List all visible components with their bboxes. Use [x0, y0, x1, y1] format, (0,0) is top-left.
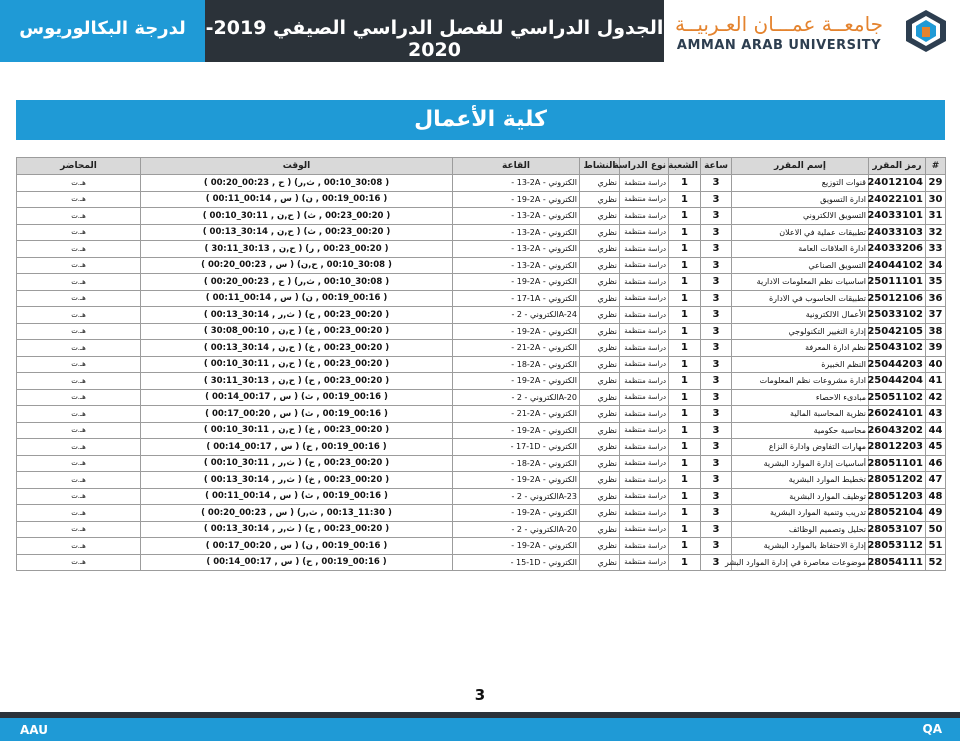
- course-code-cell: 25011101: [869, 274, 926, 291]
- instructor-cell: هـ.ت: [17, 488, 141, 505]
- study-type-cell: دراسة منتظمة: [620, 175, 669, 192]
- section-number-cell: 1: [669, 422, 701, 439]
- header-code: رمز المقرر: [869, 158, 926, 175]
- course-name-cell: إدارة التغيير التكنولوجي: [732, 323, 869, 340]
- section-number-cell: 1: [669, 257, 701, 274]
- study-type-cell: دراسة منتظمة: [620, 389, 669, 406]
- credit-hours-cell: 3: [701, 439, 732, 456]
- class-time-cell: ( 00:13_30:14 , ث,ر ) (00:20_00:23 , ح ): [141, 521, 453, 538]
- credit-hours-cell: 3: [701, 307, 732, 324]
- activity-type-cell: نظري: [580, 191, 620, 208]
- footer-left-label: AAU: [20, 723, 48, 737]
- table-row: [17, 257, 946, 274]
- course-name-cell: مهارات التفاوض وادارة النزاع: [732, 439, 869, 456]
- course-name-cell: موضوعات معاصرة في إدارة الموارد البشر: [732, 554, 869, 571]
- row-number-cell: 48: [926, 488, 946, 505]
- course-name-cell: نظرية المحاسبة المالية: [732, 406, 869, 423]
- activity-type-cell: نظري: [580, 224, 620, 241]
- room-cell: - 19-2A - الكتروني: [453, 538, 580, 555]
- class-time-cell: ( 00:13_30:14 , ث,ر ) (00:20_00:23 , خ ): [141, 472, 453, 489]
- credit-hours-cell: 3: [701, 373, 732, 390]
- course-code-cell: 28053112: [869, 538, 926, 555]
- course-name-cell: التسويق الصناعي: [732, 257, 869, 274]
- class-time-cell: ( 00:20_00:23 , س ) (30:08_00:10 , ح,ن ): [141, 257, 453, 274]
- instructor-cell: هـ.ت: [17, 274, 141, 291]
- class-time-cell: ( 00:20_00:23 , س ) (11:30_00:13 , ث,ر ): [141, 505, 453, 522]
- class-time-cell: ( 30:11_30:13 , ح,ن ) (00:20_00:23 , ر ): [141, 241, 453, 258]
- table-row: [17, 340, 946, 357]
- activity-type-cell: نظري: [580, 307, 620, 324]
- university-name-en: AMMAN ARAB UNIVERSITY: [676, 38, 882, 53]
- faculty-title: كلية الأعمال: [414, 107, 547, 132]
- row-number-cell: 35: [926, 274, 946, 291]
- course-name-cell: نظم ادارة المعرفة: [732, 340, 869, 357]
- section-number-cell: 1: [669, 406, 701, 423]
- row-number-cell: 51: [926, 538, 946, 555]
- instructor-cell: هـ.ت: [17, 290, 141, 307]
- section-number-cell: 1: [669, 554, 701, 571]
- table-row: [17, 406, 946, 423]
- schedule-table: [16, 157, 946, 571]
- course-name-cell: تدريب وتنمية الموارد البشرية: [732, 505, 869, 522]
- course-name-cell: تطبيقات الحاسوب في الادارة: [732, 290, 869, 307]
- header-activity: النشاط: [580, 158, 620, 175]
- study-type-cell: دراسة منتظمة: [620, 241, 669, 258]
- instructor-cell: هـ.ت: [17, 455, 141, 472]
- course-code-cell: 25051102: [869, 389, 926, 406]
- row-number-cell: 32: [926, 224, 946, 241]
- study-type-cell: دراسة منتظمة: [620, 208, 669, 225]
- instructor-cell: هـ.ت: [17, 373, 141, 390]
- class-time-cell: ( 00:14_00:17 , س ) (00:16_00:19 , ح ): [141, 439, 453, 456]
- course-name-cell: النظم الخبيرة: [732, 356, 869, 373]
- course-code-cell: 25042105: [869, 323, 926, 340]
- credit-hours-cell: 3: [701, 274, 732, 291]
- credit-hours-cell: 3: [701, 241, 732, 258]
- study-type-cell: دراسة منتظمة: [620, 472, 669, 489]
- activity-type-cell: نظري: [580, 290, 620, 307]
- room-cell: - 13-2A - الكتروني: [453, 175, 580, 192]
- table-row: [17, 191, 946, 208]
- table-row: [17, 274, 946, 291]
- activity-type-cell: نظري: [580, 505, 620, 522]
- room-cell: - 19-2A - الكتروني: [453, 323, 580, 340]
- course-code-cell: 25044204: [869, 373, 926, 390]
- table-row: [17, 439, 946, 456]
- instructor-cell: هـ.ت: [17, 356, 141, 373]
- course-name-cell: تحليل وتصميم الوظائف: [732, 521, 869, 538]
- university-name-ar: جامعــة عمـــان العـربيــة: [674, 12, 884, 36]
- class-time-cell: ( 00:20_00:23 , ح ) (30:08_00:10 , ث,ر ): [141, 175, 453, 192]
- room-cell: - الكتروني - 2A-23: [453, 488, 580, 505]
- course-code-cell: 25033102: [869, 307, 926, 324]
- study-type-cell: دراسة منتظمة: [620, 224, 669, 241]
- page-header: [0, 0, 960, 62]
- instructor-cell: هـ.ت: [17, 472, 141, 489]
- table-row: [17, 208, 946, 225]
- class-time-cell: ( 00:13_30:14 , ح,ن ) (00:20_00:23 , ث ): [141, 224, 453, 241]
- activity-type-cell: نظري: [580, 472, 620, 489]
- instructor-cell: هـ.ت: [17, 538, 141, 555]
- class-time-cell: ( 00:17_00:20 , س ) (00:16_00:19 , ث ): [141, 406, 453, 423]
- section-number-cell: 1: [669, 373, 701, 390]
- credit-hours-cell: 3: [701, 356, 732, 373]
- section-number-cell: 1: [669, 538, 701, 555]
- instructor-cell: هـ.ت: [17, 521, 141, 538]
- study-type-cell: دراسة منتظمة: [620, 373, 669, 390]
- course-code-cell: 25012106: [869, 290, 926, 307]
- header-room: القاعة: [453, 158, 580, 175]
- class-time-cell: ( 00:13_30:14 , ث,ر ) (00:20_00:23 , ح ): [141, 307, 453, 324]
- room-cell: - 19-2A - الكتروني: [453, 191, 580, 208]
- section-number-cell: 1: [669, 340, 701, 357]
- row-number-cell: 36: [926, 290, 946, 307]
- course-code-cell: 25044203: [869, 356, 926, 373]
- course-name-cell: ادارة التسويق: [732, 191, 869, 208]
- table-row: [17, 521, 946, 538]
- activity-type-cell: نظري: [580, 373, 620, 390]
- section-number-cell: 1: [669, 290, 701, 307]
- table-row: [17, 175, 946, 192]
- section-number-cell: 1: [669, 307, 701, 324]
- study-type-cell: دراسة منتظمة: [620, 521, 669, 538]
- activity-type-cell: نظري: [580, 554, 620, 571]
- table-row: [17, 373, 946, 390]
- room-cell: - 19-2A - الكتروني: [453, 274, 580, 291]
- room-cell: - 13-2A - الكتروني: [453, 224, 580, 241]
- table-row: [17, 356, 946, 373]
- credit-hours-cell: 3: [701, 389, 732, 406]
- section-number-cell: 1: [669, 488, 701, 505]
- class-time-cell: ( 00:11_00:14 , س ) (00:16_00:19 , ن ): [141, 191, 453, 208]
- table-row: [17, 455, 946, 472]
- table-row: [17, 488, 946, 505]
- study-type-cell: دراسة منتظمة: [620, 488, 669, 505]
- class-time-cell: ( 00:10_30:11 , ث,ر ) (00:20_00:23 , ح ): [141, 455, 453, 472]
- course-code-cell: 24033103: [869, 224, 926, 241]
- credit-hours-cell: 3: [701, 406, 732, 423]
- course-code-cell: 24044102: [869, 257, 926, 274]
- class-time-cell: ( 00:13_30:14 , ح,ن ) (00:20_00:23 , خ ): [141, 340, 453, 357]
- credit-hours-cell: 3: [701, 340, 732, 357]
- table-row: [17, 538, 946, 555]
- activity-type-cell: نظري: [580, 422, 620, 439]
- section-number-cell: 1: [669, 389, 701, 406]
- row-number-cell: 50: [926, 521, 946, 538]
- study-type-cell: دراسة منتظمة: [620, 422, 669, 439]
- room-cell: - الكتروني - 2A-20: [453, 521, 580, 538]
- class-time-cell: ( 00:14_00:17 , س ) (00:16_00:19 , ح ): [141, 554, 453, 571]
- instructor-cell: هـ.ت: [17, 422, 141, 439]
- credit-hours-cell: 3: [701, 488, 732, 505]
- instructor-cell: هـ.ت: [17, 406, 141, 423]
- class-time-cell: ( 00:11_00:14 , س ) (00:16_00:19 , ث ): [141, 488, 453, 505]
- instructor-cell: هـ.ت: [17, 340, 141, 357]
- room-cell: - 19-2A - الكتروني: [453, 472, 580, 489]
- class-time-cell: ( 00:17_00:20 , س ) (00:16_00:19 , ن ): [141, 538, 453, 555]
- course-code-cell: 26043202: [869, 422, 926, 439]
- room-cell: - 13-2A - الكتروني: [453, 208, 580, 225]
- table-row: [17, 307, 946, 324]
- credit-hours-cell: 3: [701, 505, 732, 522]
- credit-hours-cell: 3: [701, 422, 732, 439]
- instructor-cell: هـ.ت: [17, 241, 141, 258]
- section-number-cell: 1: [669, 439, 701, 456]
- instructor-cell: هـ.ت: [17, 208, 141, 225]
- activity-type-cell: نظري: [580, 356, 620, 373]
- header-num: #: [926, 158, 946, 175]
- table-header-row: [17, 158, 946, 175]
- activity-type-cell: نظري: [580, 274, 620, 291]
- study-type-cell: دراسة منتظمة: [620, 538, 669, 555]
- study-type-cell: دراسة منتظمة: [620, 290, 669, 307]
- activity-type-cell: نظري: [580, 340, 620, 357]
- class-time-cell: ( 00:10_30:11 , ح,ن ) (00:20_00:23 , خ ): [141, 422, 453, 439]
- instructor-cell: هـ.ت: [17, 389, 141, 406]
- section-number-cell: 1: [669, 191, 701, 208]
- table-row: [17, 323, 946, 340]
- room-cell: - 13-2A - الكتروني: [453, 241, 580, 258]
- activity-type-cell: نظري: [580, 455, 620, 472]
- study-type-cell: دراسة منتظمة: [620, 439, 669, 456]
- instructor-cell: هـ.ت: [17, 439, 141, 456]
- room-cell: - 17-1D - الكتروني: [453, 439, 580, 456]
- section-number-cell: 1: [669, 274, 701, 291]
- credit-hours-cell: 3: [701, 191, 732, 208]
- footer-divider: [0, 712, 960, 718]
- course-code-cell: 28054111: [869, 554, 926, 571]
- course-code-cell: 28051101: [869, 455, 926, 472]
- activity-type-cell: نظري: [580, 257, 620, 274]
- course-name-cell: تطبيقات عملية في الاعلان: [732, 224, 869, 241]
- activity-type-cell: نظري: [580, 488, 620, 505]
- course-name-cell: توظيف الموارد البشرية: [732, 488, 869, 505]
- room-cell: - 18-2A - الكتروني: [453, 455, 580, 472]
- class-time-cell: ( 00:11_00:14 , س ) (00:16_00:19 , ن ): [141, 290, 453, 307]
- course-code-cell: 28012203: [869, 439, 926, 456]
- section-number-cell: 1: [669, 323, 701, 340]
- class-time-cell: ( 00:10_30:11 , ح,ن ) (00:20_00:23 , خ ): [141, 356, 453, 373]
- row-number-cell: 52: [926, 554, 946, 571]
- table-row: [17, 422, 946, 439]
- course-code-cell: 26024101: [869, 406, 926, 423]
- course-name-cell: التسويق الالكتروني: [732, 208, 869, 225]
- credit-hours-cell: 3: [701, 538, 732, 555]
- instructor-cell: هـ.ت: [17, 191, 141, 208]
- room-cell: - الكتروني - 2A-24: [453, 307, 580, 324]
- activity-type-cell: نظري: [580, 175, 620, 192]
- class-time-cell: ( 30:11_30:13 , ح,ن ) (00:20_00:23 , ح ): [141, 373, 453, 390]
- header-time: الوقت: [141, 158, 453, 175]
- course-code-cell: 28053107: [869, 521, 926, 538]
- room-cell: - 15-1D - الكتروني: [453, 554, 580, 571]
- credit-hours-cell: 3: [701, 472, 732, 489]
- section-number-cell: 1: [669, 521, 701, 538]
- credit-hours-cell: 3: [701, 290, 732, 307]
- room-cell: - الكتروني - 2A-20: [453, 389, 580, 406]
- university-logo-block: [664, 0, 960, 62]
- table-row: [17, 554, 946, 571]
- activity-type-cell: نظري: [580, 389, 620, 406]
- course-name-cell: تخطيط الموارد البشرية: [732, 472, 869, 489]
- credit-hours-cell: 3: [701, 455, 732, 472]
- credit-hours-cell: 3: [701, 323, 732, 340]
- course-name-cell: الأعمال الالكترونية: [732, 307, 869, 324]
- course-code-cell: 28052104: [869, 505, 926, 522]
- table-row: [17, 472, 946, 489]
- instructor-cell: هـ.ت: [17, 323, 141, 340]
- class-time-cell: ( 00:14_00:17 , س ) (00:16_00:19 , ث ): [141, 389, 453, 406]
- study-type-cell: دراسة منتظمة: [620, 307, 669, 324]
- activity-type-cell: نظري: [580, 208, 620, 225]
- row-number-cell: 41: [926, 373, 946, 390]
- activity-type-cell: نظري: [580, 241, 620, 258]
- study-type-cell: دراسة منتظمة: [620, 340, 669, 357]
- row-number-cell: 49: [926, 505, 946, 522]
- course-name-cell: ادارة العلاقات العامة: [732, 241, 869, 258]
- row-number-cell: 40: [926, 356, 946, 373]
- table-row: [17, 389, 946, 406]
- table-row: [17, 505, 946, 522]
- instructor-cell: هـ.ت: [17, 224, 141, 241]
- course-name-cell: اساسيات نظم المعلومات الادارية: [732, 274, 869, 291]
- class-time-cell: ( 00:10_30:11 , ح,ن ) (00:20_00:23 , ث ): [141, 208, 453, 225]
- page-footer: [0, 712, 960, 741]
- schedule-title: الجدول الدراسي للفصل الدراسي الصيفي 2019-2020: [205, 17, 664, 61]
- section-number-cell: 1: [669, 505, 701, 522]
- credit-hours-cell: 3: [701, 554, 732, 571]
- course-code-cell: 28051203: [869, 488, 926, 505]
- course-name-cell: قنوات التوزيع: [732, 175, 869, 192]
- section-number-cell: 1: [669, 356, 701, 373]
- instructor-cell: هـ.ت: [17, 175, 141, 192]
- credit-hours-cell: 3: [701, 224, 732, 241]
- header-hours: ساعة: [701, 158, 732, 175]
- page-number: 3: [474, 686, 486, 704]
- schedule-title-block: [205, 0, 664, 62]
- study-type-cell: دراسة منتظمة: [620, 505, 669, 522]
- study-type-cell: دراسة منتظمة: [620, 554, 669, 571]
- header-name: إسم المقرر: [732, 158, 869, 175]
- activity-type-cell: نظري: [580, 439, 620, 456]
- course-name-cell: إدارة الاحتفاظ بالموارد البشرية: [732, 538, 869, 555]
- row-number-cell: 39: [926, 340, 946, 357]
- row-number-cell: 45: [926, 439, 946, 456]
- table-body: [17, 175, 946, 571]
- room-cell: - 21-2A - الكتروني: [453, 340, 580, 357]
- row-number-cell: 31: [926, 208, 946, 225]
- course-name-cell: مبادىء الاحصاء: [732, 389, 869, 406]
- study-type-cell: دراسة منتظمة: [620, 406, 669, 423]
- course-code-cell: 24012104: [869, 175, 926, 192]
- class-time-cell: ( 00:20_00:23 , ح ) (30:08_00:10 , ث,ر ): [141, 274, 453, 291]
- study-type-cell: دراسة منتظمة: [620, 323, 669, 340]
- header-section: الشعبة: [669, 158, 701, 175]
- table-row: [17, 241, 946, 258]
- table-row: [17, 224, 946, 241]
- section-number-cell: 1: [669, 224, 701, 241]
- row-number-cell: 33: [926, 241, 946, 258]
- instructor-cell: هـ.ت: [17, 554, 141, 571]
- header-instructor: المحاضر: [17, 158, 141, 175]
- course-code-cell: 24033101: [869, 208, 926, 225]
- course-name-cell: أساسيات إدارة الموارد البشرية: [732, 455, 869, 472]
- course-name-cell: ادارة مشروعات نظم المعلومات: [732, 373, 869, 390]
- instructor-cell: هـ.ت: [17, 257, 141, 274]
- row-number-cell: 47: [926, 472, 946, 489]
- room-cell: - 17-1A - الكتروني: [453, 290, 580, 307]
- room-cell: - 19-2A - الكتروني: [453, 422, 580, 439]
- course-code-cell: 25043102: [869, 340, 926, 357]
- room-cell: - 18-2A - الكتروني: [453, 356, 580, 373]
- study-type-cell: دراسة منتظمة: [620, 257, 669, 274]
- degree-block: [0, 0, 205, 62]
- section-number-cell: 1: [669, 208, 701, 225]
- study-type-cell: دراسة منتظمة: [620, 455, 669, 472]
- row-number-cell: 43: [926, 406, 946, 423]
- instructor-cell: هـ.ت: [17, 307, 141, 324]
- degree-label: لدرجة البكالوريوس: [19, 18, 186, 39]
- credit-hours-cell: 3: [701, 175, 732, 192]
- study-type-cell: دراسة منتظمة: [620, 191, 669, 208]
- section-number-cell: 1: [669, 175, 701, 192]
- room-cell: - 19-2A - الكتروني: [453, 373, 580, 390]
- room-cell: - 19-2A - الكتروني: [453, 505, 580, 522]
- activity-type-cell: نظري: [580, 323, 620, 340]
- section-number-cell: 1: [669, 455, 701, 472]
- header-type: نوع الدراسة: [620, 158, 669, 175]
- course-code-cell: 24033206: [869, 241, 926, 258]
- row-number-cell: 42: [926, 389, 946, 406]
- study-type-cell: دراسة منتظمة: [620, 356, 669, 373]
- credit-hours-cell: 3: [701, 257, 732, 274]
- faculty-banner: [16, 100, 945, 140]
- footer-right-label: QA: [922, 722, 942, 736]
- activity-type-cell: نظري: [580, 538, 620, 555]
- course-name-cell: محاسبة حكومية: [732, 422, 869, 439]
- course-code-cell: 24022101: [869, 191, 926, 208]
- row-number-cell: 29: [926, 175, 946, 192]
- activity-type-cell: نظري: [580, 406, 620, 423]
- section-number-cell: 1: [669, 472, 701, 489]
- study-type-cell: دراسة منتظمة: [620, 274, 669, 291]
- row-number-cell: 38: [926, 323, 946, 340]
- credit-hours-cell: 3: [701, 208, 732, 225]
- row-number-cell: 34: [926, 257, 946, 274]
- row-number-cell: 30: [926, 191, 946, 208]
- row-number-cell: 37: [926, 307, 946, 324]
- table-row: [17, 290, 946, 307]
- class-time-cell: ( 30:08_00:10 , ح,ن ) (00:20_00:23 , خ ): [141, 323, 453, 340]
- room-cell: - 13-2A - الكتروني: [453, 257, 580, 274]
- course-code-cell: 28051202: [869, 472, 926, 489]
- row-number-cell: 44: [926, 422, 946, 439]
- university-logo-icon: [904, 9, 948, 53]
- credit-hours-cell: 3: [701, 521, 732, 538]
- section-number-cell: 1: [669, 241, 701, 258]
- room-cell: - 21-2A - الكتروني: [453, 406, 580, 423]
- instructor-cell: هـ.ت: [17, 505, 141, 522]
- activity-type-cell: نظري: [580, 521, 620, 538]
- row-number-cell: 46: [926, 455, 946, 472]
